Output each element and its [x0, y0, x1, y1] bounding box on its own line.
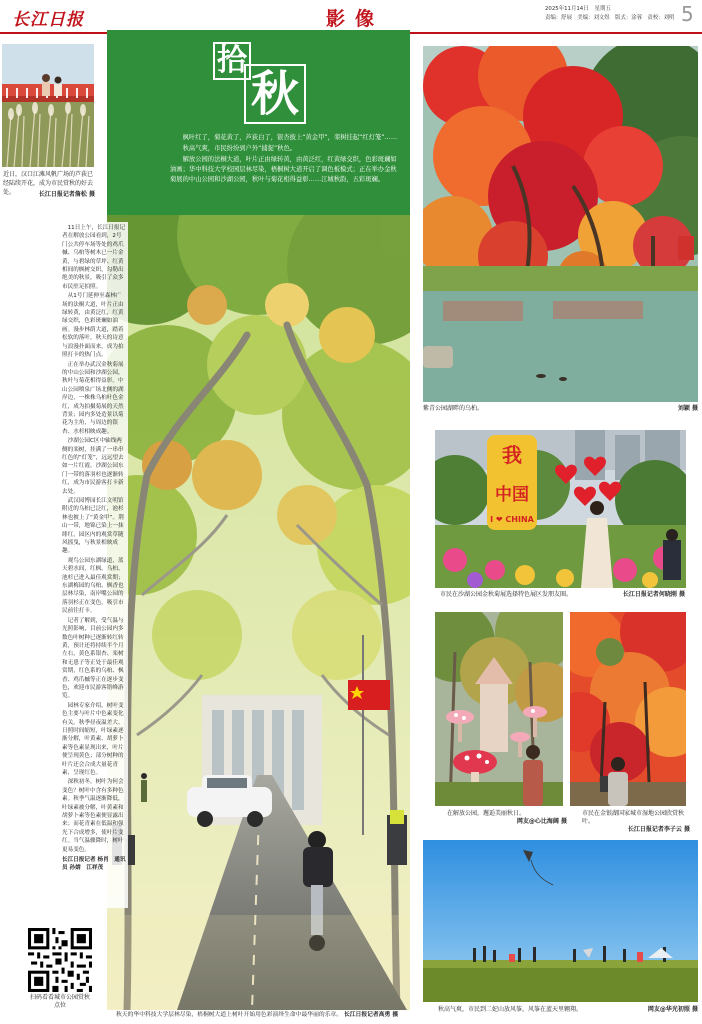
photo1-caption-text: 紫青公园湖畔的乌桕。: [423, 405, 484, 412]
wetland-autumn-leaves-photo: [570, 612, 686, 806]
reed-caption-text: 近日，汉口江滩风帆广场的芦荻已经陆续开花，成为市民赏秋的好去处。: [3, 171, 94, 196]
page-number: 5: [681, 2, 694, 26]
article-paragraph: 正在举办武汉金秋菊展的中山公园和沙湖公园，秋叶与菊花相得益彰。中山公园喷泉广场北侧的湖岸边，一株株乌桕叶色金红，成为拍摄菊展的天然背景；园内多处造景以菊花为主角，与周边的银杏、水杉相映成趣。: [62, 361, 124, 435]
masthead: [0, 0, 702, 34]
intro-paragraph: 秋高气爽，市民纷纷到户外“捕捉”秋色。: [182, 145, 297, 152]
avenue-photo-caption: [116, 1011, 416, 1019]
photo3-caption: [447, 810, 567, 826]
photo2-credit: 长江日报记者何晓刚 摄: [622, 591, 685, 598]
editor-list: 责编：舒展 美编：刘文煜 版式：涂蓉 责校：刘明: [545, 15, 675, 21]
feature-intro: [170, 133, 402, 186]
photo1-credit: 刘颖 摄: [677, 405, 698, 412]
photo3-caption-text: 在解放公园，邂逅美丽秋日。: [447, 810, 526, 817]
qr-caption: 扫码看看城市公园赏秋点位: [29, 994, 90, 1009]
lakeside-tallow-photo: [423, 46, 698, 402]
photo2-caption-text: 市民在沙湖公园金秋菊展选择特色展区发朋友圈。: [440, 591, 573, 598]
issue-weekday: 星期五: [594, 6, 611, 12]
intro-paragraph: 枫叶红了，菊花黄了，芦荻白了，银杏披上“黄金甲”，栾树挂起“红灯笼”……: [182, 134, 398, 141]
photo4-caption-text: 市民在金银湖国家城市湿地公园欣赏秋叶。: [582, 810, 685, 825]
photo4-credit: 长江日报记者李子云 摄: [627, 826, 690, 833]
article-paragraph: 园林专家介绍，树叶变色主要与叶片中色素变化有关。秋季昼夜温差大、日照时间缩短，叶绿素逐渐分解，叶黄素、胡萝卜素等色素显现出来，叶片便呈现黄色；部分树种的叶片还会合成大量花青素，呈现红色。: [62, 702, 124, 776]
photo4-caption: [582, 810, 690, 834]
article-paragraph: 11日上午，长江日报记者在解放公园看到，2号门公共停车场等处的鸡爪槭、乌桕等树木已一片金黄，与碧绿的草坪、红黄相间的枫树交织，勾勒出绝美的秋景，吸引了众多市民驻足拍照。: [62, 225, 126, 290]
article-byline: 长江日报记者 杨肖 通讯员 孙婧 江祥茂: [62, 857, 126, 872]
issue-date: 2025年11月14日: [545, 6, 589, 12]
header-meta: [545, 5, 675, 23]
photo3-credit: 网友@心比海阔 摄: [516, 818, 567, 825]
article-paragraph: 从1号门延伸至森林广场的法桐大道，叶片正由绿转黄，由黄泛红，红黄绿交织，色彩斑斓如油画。漫步林荫大道，踏着松软的落叶，秋天的诗意与浪漫扑面而来，成为拍照打卡的热门点。: [62, 293, 124, 359]
photo5-caption-text: 秋高气爽，市民到二妃山放风筝，风筝在蓝天里翱翔。: [438, 1006, 583, 1013]
avenue-caption-text: 秋天的华中科技大学层林尽染，梧桐树大道上树叶开始用色彩演绎生命中最华丽的乐章。: [116, 1012, 343, 1018]
photo5-caption: [438, 1006, 698, 1014]
article-paragraph: 武汉园博园长江文明馆附近的乌桕已泛红，池杉林也披上了“黄金甲”。荆山一带，地锦已染上一抹绯红，园区内的观赏草随风摇曳，与秋景相映成趣。: [62, 498, 124, 555]
heart-sign-line1: 我: [502, 443, 522, 467]
photo1-caption: [423, 405, 698, 413]
article-paragraph: 沙湖公园C区中轴线两侧的栾树，挂满了一串串红色的“灯笼”，远远望去如一片红霞。沙湖公园东门一带的落羽杉也逐渐转红，成为市民游客打卡新去处。: [62, 438, 124, 495]
liberation-park-photo: [435, 612, 563, 806]
photo5-credit: 网友@华光初照 摄: [647, 1006, 698, 1013]
feature-title-char2: 秋: [244, 64, 306, 124]
heart-sign-line3: I ❤ CHINA: [490, 515, 534, 524]
article-paragraph: 记者了解到，受气温与光照影响，目前公园内多数色叶树种已逐渐转红转黄，预计还将持续半个月左右，黄色系银杏、栾树和无患子等正处于最佳观赏期，红色系的乌桕、枫香、鸡爪槭等正在逐步变色，欢迎市民游客错峰游览。: [62, 617, 124, 700]
kite-flying-photo: [423, 840, 698, 1002]
qr-code[interactable]: [28, 928, 92, 992]
photo2-caption: [440, 591, 685, 599]
article-paragraph: 深秋初冬，树叶为何会变色？树叶中含有多种色素。秋季气温逐渐降低，叶绿素被分解，叶黄素和胡萝卜素等色素便显露出来；而花青素在低温和强光下合成增多，使叶片变红。当气温骤降时，树叶更易变色。: [62, 779, 124, 853]
reed-photo: [2, 44, 94, 167]
section-title: 影像: [325, 8, 384, 30]
campus-avenue-photo: [107, 215, 410, 1010]
reed-photo-credit: 长江日报记者詹松 摄: [38, 191, 95, 198]
heart-sign-line2: 中国: [495, 485, 529, 505]
article-paragraph: 观鸟公园东湖绿道，蓝天碧水间，红枫、乌桕、池杉已进入最佳观赏期；东湖梅园的乌桕、枫香也层林尽染，南岸嘴公园的落羽杉正在变色，吸引市民前往打卡。: [62, 557, 124, 615]
feature-article: [60, 222, 128, 908]
chrysanthemum-show-photo: [435, 430, 686, 588]
avenue-caption-credit: 长江日报记者高勇 摄: [343, 1012, 399, 1018]
feature-title-char1: 拾: [213, 42, 251, 80]
intro-paragraph: 解放公园的法桐大道，叶片正由绿转黄，由黄泛红，红黄绿交织，色彩斑斓如油画；华中科技大学校园层林尽染，梧桐树大道开启了调色板模式；正在举办金秋菊展的中山公园和沙湖公园，秋叶与菊花相得益彰……江城秋韵，五彩斑斓。: [170, 156, 397, 183]
newspaper-logo: 长江日报: [12, 10, 84, 30]
